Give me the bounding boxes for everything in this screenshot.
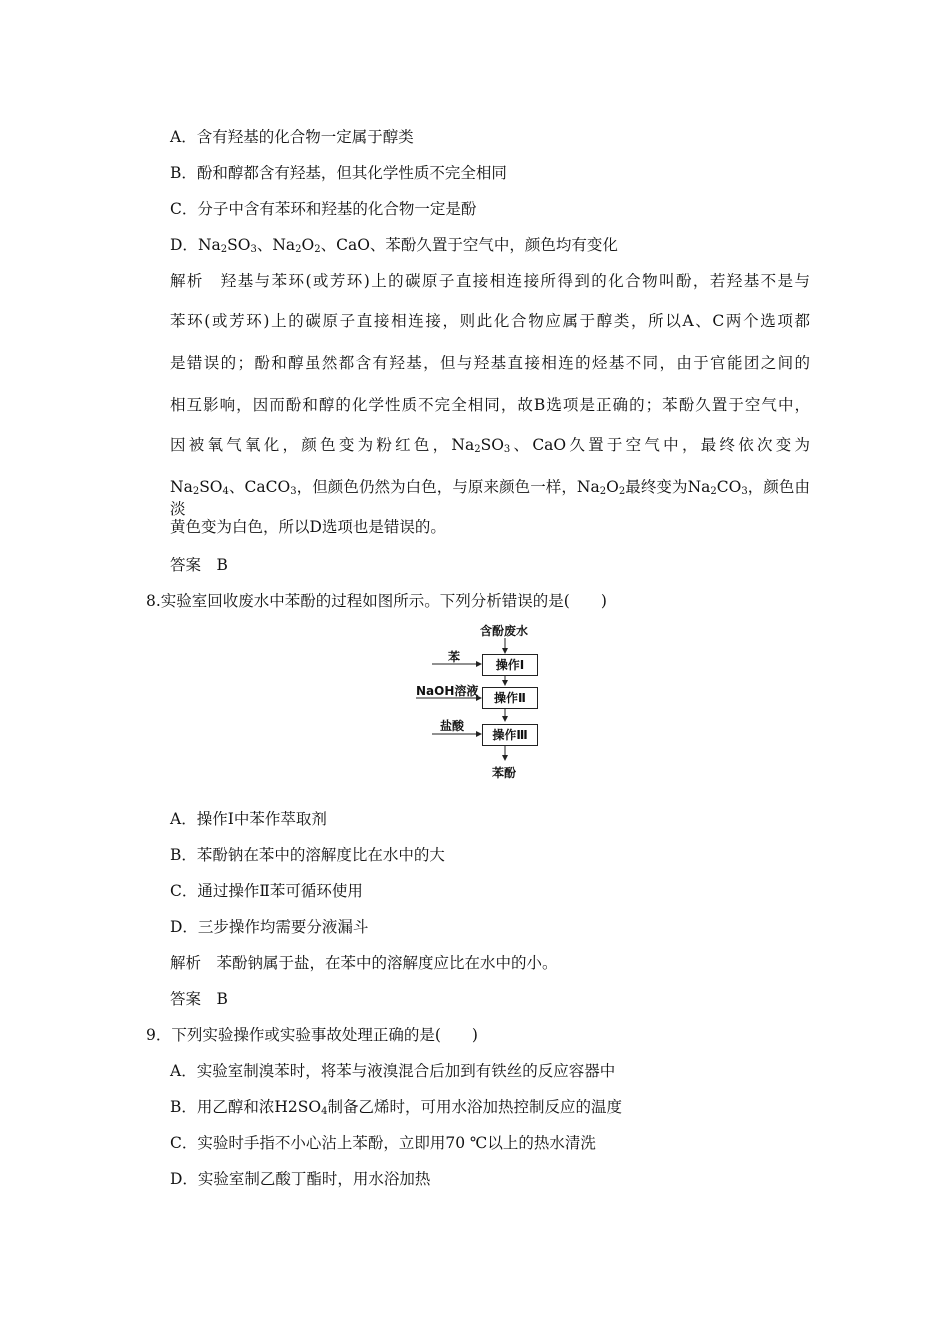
q7-analysis-line: 是错误的；酚和醇虽然都含有羟基，但与羟基直接相连的烃基不同，由于官能团之间的 bbox=[170, 354, 810, 372]
flow-top-label: 含酚废水 bbox=[480, 624, 529, 638]
q7-analysis-line: 相互影响，因而酚和醇的化学性质不完全相同，故B选项是正确的；苯酚久置于空气中， bbox=[170, 396, 810, 414]
q9-option-d: D．实验室制乙酸丁酯时，用水浴加热 bbox=[170, 1170, 431, 1188]
q8-option-c: C．通过操作Ⅱ苯可循环使用 bbox=[170, 882, 363, 900]
q9-stem: 9．下列实验操作或实验事故处理正确的是( ) bbox=[146, 1026, 478, 1044]
q8-option-b: B．苯酚钠在苯中的溶解度比在水中的大 bbox=[170, 846, 445, 864]
q7-option-d: D．$Na_2SO_3$、$Na_2O_2$、CaO、苯酚久置于空气中，颜色均有变化 bbox=[170, 236, 618, 255]
q8-option-a: A．操作Ⅰ中苯作萃取剂 bbox=[170, 810, 327, 828]
flow-op-2: 操作Ⅱ bbox=[482, 687, 538, 709]
q7-analysis-line: $Na_2SO_4$、CaCO$_3$，但颜色仍然为白色，与原来颜色一样，$Na_2O_2$最终变为$Na_2CO_3$，颜色由淡 bbox=[170, 478, 810, 518]
q7-option-c: C．分子中含有苯环和羟基的化合物一定是酚 bbox=[170, 200, 477, 218]
q7-analysis-line: 因被氧气氧化，颜色变为粉红色，$Na_2SO_3$、CaO久置于空气中，最终依次变为 bbox=[170, 436, 810, 455]
flow-bottom-label: 苯酚 bbox=[492, 766, 517, 780]
q8-answer: 答案 B bbox=[170, 990, 228, 1008]
q7-option-b: B．酚和醇都含有羟基，但其化学性质不完全相同 bbox=[170, 164, 507, 182]
flow-input-3: 盐酸 bbox=[440, 719, 465, 733]
q9-option-b: B．用乙醇和浓$H2SO_4$制备乙烯时，可用水浴加热控制反应的温度 bbox=[170, 1098, 622, 1117]
q7-answer: 答案 B bbox=[170, 556, 228, 574]
flow-input-2: NaOH溶液 bbox=[416, 684, 479, 698]
flow-input-1: 苯 bbox=[448, 650, 461, 664]
q9-option-c: C．实验时手指不小心沾上苯酚，立即用70 ℃以上的热水清洗 bbox=[170, 1134, 596, 1152]
q7-analysis-line: 解析 羟基与苯环(或芳环)上的碳原子直接相连接所得到的化合物叫酚，若羟基不是与 bbox=[170, 272, 810, 290]
q8-analysis: 解析 苯酚钠属于盐，在苯中的溶解度应比在水中的小。 bbox=[170, 954, 558, 972]
q8-option-d: D．三步操作均需要分液漏斗 bbox=[170, 918, 369, 936]
q7-option-a: A．含有羟基的化合物一定属于醇类 bbox=[170, 128, 414, 146]
q7-analysis-line: 苯环(或芳环)上的碳原子直接相连接，则此化合物应属于醇类，所以A、C两个选项都 bbox=[170, 312, 810, 330]
flow-op-1: 操作Ⅰ bbox=[482, 654, 538, 676]
q7-analysis-line: 黄色变为白色，所以D选项也是错误的。 bbox=[170, 518, 446, 536]
q9-option-a: A．实验室制溴苯时，将苯与液溴混合后加到有铁丝的反应容器中 bbox=[170, 1062, 616, 1080]
flow-op-3: 操作Ⅲ bbox=[482, 724, 538, 746]
flow-diagram bbox=[412, 622, 562, 782]
q8-stem: 8.实验室回收废水中苯酚的过程如图所示。下列分析错误的是( ) bbox=[146, 592, 607, 610]
